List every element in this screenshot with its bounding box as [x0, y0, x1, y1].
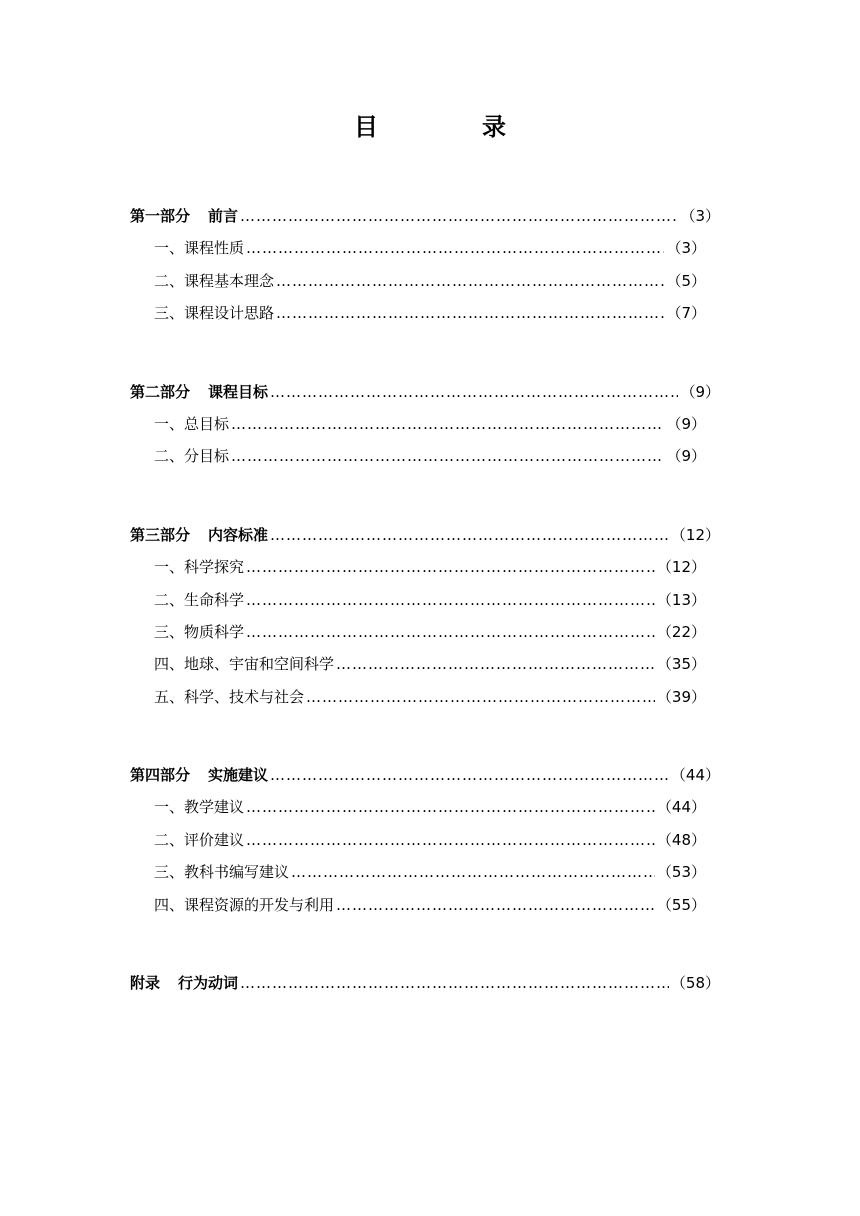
toc-item[interactable] [130, 551, 720, 583]
item-title: 五、科学、技术与社会 [154, 687, 305, 706]
toc-item[interactable] [130, 889, 720, 921]
dot-leader [246, 616, 655, 648]
dot-leader [336, 648, 655, 680]
part-number: 第四部分 [130, 766, 191, 785]
dot-leader [246, 584, 655, 616]
toc-part-entry[interactable] [130, 519, 720, 551]
page-number: （12） [670, 525, 720, 544]
toc-item[interactable] [130, 856, 720, 888]
part-number: 第三部分 [130, 525, 191, 544]
item-title: 三、课程设计思路 [154, 304, 275, 323]
part-title: 前言 [208, 207, 239, 225]
page-number: （5） [666, 271, 706, 290]
dot-leader [246, 551, 655, 583]
page-number: （22） [656, 622, 706, 641]
item-title: 二、评价建议 [154, 830, 245, 849]
dot-leader [246, 824, 655, 856]
item-title: 三、物质科学 [154, 622, 245, 641]
part-number: 第一部分 [130, 207, 191, 225]
toc-item[interactable] [130, 648, 720, 680]
toc-section-part-4 [130, 759, 720, 921]
page-number: （9） [666, 447, 706, 466]
page-number: （58） [670, 974, 720, 993]
item-title: 一、教学建议 [154, 798, 245, 817]
page-number: （12） [656, 558, 706, 577]
toc-section-part-1 [130, 200, 720, 330]
dot-leader [270, 519, 669, 551]
dot-leader [306, 681, 655, 713]
toc-item[interactable] [130, 408, 720, 440]
toc-item[interactable] [130, 297, 720, 329]
part-title: 实施建议 [208, 766, 269, 785]
page-number: （48） [656, 830, 706, 849]
table-of-contents [130, 200, 720, 1045]
item-title: 三、教科书编写建议 [154, 863, 290, 882]
item-title: 四、地球、宇宙和空间科学 [154, 655, 335, 674]
toc-item[interactable] [130, 616, 720, 648]
item-title: 二、生命科学 [154, 590, 245, 609]
toc-section-part-3 [130, 519, 720, 713]
item-title: 二、分目标 [154, 447, 230, 466]
page-number: （44） [670, 766, 720, 785]
toc-item[interactable] [130, 232, 720, 264]
dot-leader [240, 967, 669, 999]
item-title: 一、科学探究 [154, 558, 245, 577]
page-number: （7） [666, 304, 706, 323]
toc-section-part-2 [130, 376, 720, 473]
toc-item[interactable] [130, 681, 720, 713]
toc-section-appendix [130, 967, 720, 999]
page-number: （3） [680, 207, 720, 225]
dot-leader [231, 440, 664, 472]
page-number: （39） [656, 687, 706, 706]
dot-leader [231, 408, 664, 440]
part-title: 行为动词 [178, 974, 239, 993]
toc-part-entry[interactable] [130, 967, 720, 999]
toc-item[interactable] [130, 584, 720, 616]
part-number: 附录 [130, 974, 161, 993]
dot-leader [276, 297, 664, 329]
dot-leader [246, 791, 655, 823]
page-number: （55） [656, 895, 706, 914]
toc-part-entry[interactable] [130, 200, 720, 232]
dot-leader [270, 759, 669, 791]
dot-leader [240, 200, 678, 232]
item-title: 二、课程基本理念 [154, 271, 275, 290]
dot-leader [270, 376, 678, 408]
page-number: （13） [656, 590, 706, 609]
page-number: （53） [656, 863, 706, 882]
dot-leader [336, 889, 655, 921]
toc-part-entry[interactable] [130, 376, 720, 408]
page-number: （44） [656, 798, 706, 817]
toc-item[interactable] [130, 440, 720, 472]
page-title: 目 录 [354, 113, 546, 141]
item-title: 一、课程性质 [154, 239, 245, 258]
part-number: 第二部分 [130, 382, 191, 401]
part-title: 内容标准 [208, 525, 269, 544]
dot-leader [291, 856, 655, 888]
dot-leader [246, 232, 664, 264]
toc-item[interactable] [130, 824, 720, 856]
page-number: （9） [666, 414, 706, 433]
item-title: 一、总目标 [154, 414, 230, 433]
dot-leader [276, 265, 664, 297]
page-number: （9） [680, 382, 720, 401]
toc-item[interactable] [130, 791, 720, 823]
part-title: 课程目标 [208, 382, 269, 401]
page-number: （3） [666, 239, 706, 258]
toc-part-entry[interactable] [130, 759, 720, 791]
toc-item[interactable] [130, 265, 720, 297]
item-title: 四、课程资源的开发与利用 [154, 895, 335, 914]
page-number: （35） [656, 655, 706, 674]
